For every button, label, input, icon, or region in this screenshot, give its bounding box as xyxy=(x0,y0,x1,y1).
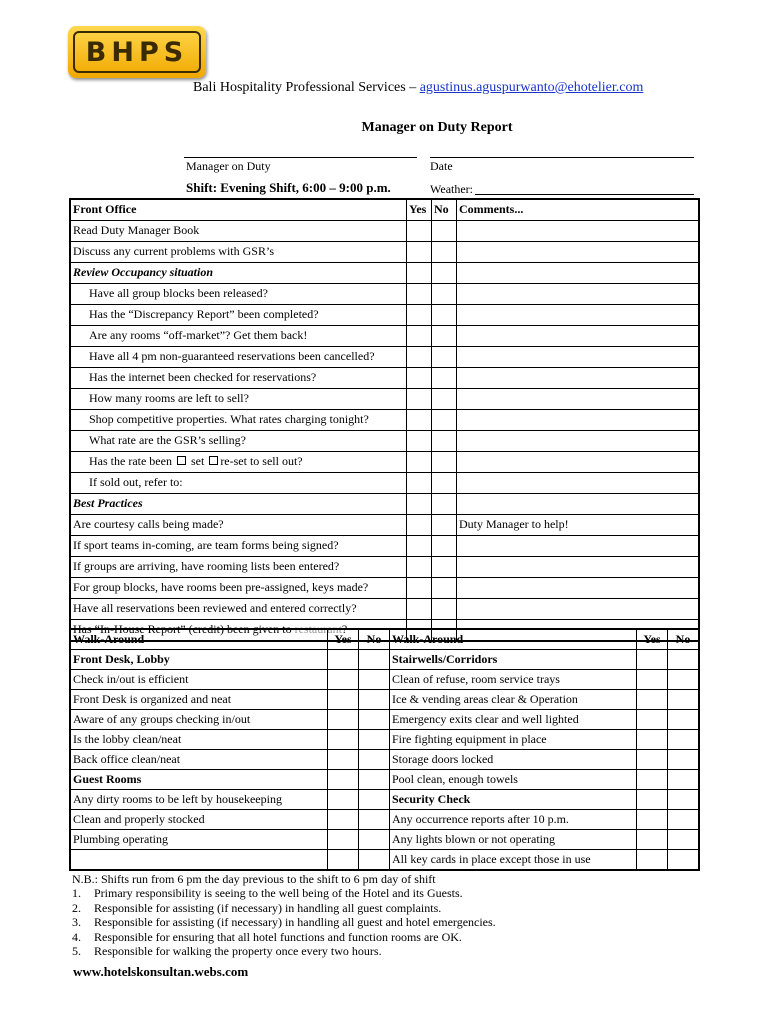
manager-signature-line xyxy=(184,157,417,158)
no-cell[interactable] xyxy=(432,452,457,473)
comment-cell[interactable] xyxy=(457,242,700,263)
no-cell[interactable] xyxy=(432,368,457,389)
no-cell[interactable] xyxy=(668,770,700,790)
yes-cell[interactable] xyxy=(328,670,359,690)
logo-text: BHPS xyxy=(73,31,201,73)
no-cell[interactable] xyxy=(668,850,700,871)
walk-around-section-heading: Guest Rooms xyxy=(70,770,328,790)
comment-cell[interactable] xyxy=(457,431,700,452)
item-text-a: Has “In-House Report” (credit) been given to xyxy=(73,622,295,636)
no-header: No xyxy=(432,199,457,221)
front-office-table xyxy=(69,198,700,642)
no-cell[interactable] xyxy=(432,389,457,410)
walk-around-item: Plumbing operating xyxy=(70,830,328,850)
yes-cell[interactable] xyxy=(328,850,359,871)
email-link[interactable]: agustinus.aguspurwanto@ehotelier.com xyxy=(419,80,644,95)
table-row xyxy=(70,473,699,494)
note-number: 5. xyxy=(72,944,81,959)
yes-cell[interactable] xyxy=(637,770,668,790)
comment-cell[interactable] xyxy=(457,347,700,368)
comment-cell[interactable] xyxy=(457,368,700,389)
no-cell[interactable] xyxy=(432,494,457,515)
yes-cell[interactable] xyxy=(407,473,432,494)
no-cell[interactable] xyxy=(359,830,390,850)
walk-around-item: All key cards in place except those in use xyxy=(390,850,637,871)
yes-cell[interactable] xyxy=(407,599,432,620)
walk-around-item: Front Desk is organized and neat xyxy=(70,690,328,710)
date-line xyxy=(430,157,694,158)
walk-around-item xyxy=(70,850,328,871)
comment-cell[interactable] xyxy=(457,410,700,431)
yes-cell[interactable] xyxy=(328,650,359,670)
checklist-item: For group blocks, have rooms been pre-assigned, keys made? xyxy=(70,578,407,599)
yes-header: Yes xyxy=(637,629,668,650)
yes-cell[interactable] xyxy=(637,850,668,871)
comment-cell[interactable] xyxy=(457,221,700,242)
note-text: Responsible for walking the property once every two hours. xyxy=(94,944,382,959)
no-cell[interactable] xyxy=(432,599,457,620)
table-row xyxy=(70,221,699,242)
item-text-c: re-set to sell out? xyxy=(220,454,303,468)
table-row xyxy=(70,347,699,368)
no-cell[interactable] xyxy=(432,305,457,326)
walk-around-section-heading: Front Desk, Lobby xyxy=(70,650,328,670)
yes-cell[interactable] xyxy=(407,326,432,347)
table-row xyxy=(70,242,699,263)
yes-cell[interactable] xyxy=(407,431,432,452)
comment-cell[interactable] xyxy=(457,557,700,578)
walk-around-item: Fire fighting equipment in place xyxy=(390,730,637,750)
table-row xyxy=(70,263,699,284)
table-row xyxy=(70,670,699,690)
comment-cell[interactable]: Duty Manager to help! xyxy=(457,515,700,536)
comments-header: Comments... xyxy=(457,199,700,221)
table-row xyxy=(70,599,699,620)
manager-on-duty-label: Manager on Duty xyxy=(186,159,271,173)
no-cell[interactable] xyxy=(668,670,700,690)
walk-around-item: Emergency exits clear and well lighted xyxy=(390,710,637,730)
comment-cell[interactable] xyxy=(457,494,700,515)
note-number: 4. xyxy=(72,929,81,944)
yes-cell[interactable] xyxy=(328,770,359,790)
no-cell[interactable] xyxy=(432,578,457,599)
item-text-a: Has the rate been xyxy=(89,454,175,468)
checkbox-icon[interactable] xyxy=(209,456,218,465)
yes-header: Yes xyxy=(407,199,432,221)
table-row xyxy=(70,494,699,515)
walk-around-heading-left: Walk-Around xyxy=(70,629,328,650)
note-number: 2. xyxy=(72,900,81,915)
walk-around-item: Clean and properly stocked xyxy=(70,810,328,830)
checklist-item: If sport teams in-coming, are team forms being signed? xyxy=(70,536,407,557)
note-text: Responsible for assisting (if necessary) in handling all guest and hotel emergencies. xyxy=(94,915,496,930)
no-cell[interactable] xyxy=(668,810,700,830)
note-text: Primary responsibility is seeing to the well being of the Hotel and its Guests. xyxy=(94,886,463,901)
walk-around-item: Pool clean, enough towels xyxy=(390,770,637,790)
table-row xyxy=(70,850,699,871)
no-cell[interactable] xyxy=(432,284,457,305)
walk-around-item: Aware of any groups checking in/out xyxy=(70,710,328,730)
no-cell[interactable] xyxy=(432,536,457,557)
note-item xyxy=(72,901,496,915)
walk-around-section-heading: Stairwells/Corridors xyxy=(390,650,637,670)
no-cell[interactable] xyxy=(432,515,457,536)
walk-around-item: Any dirty rooms to be left by housekeeping xyxy=(70,790,328,810)
yes-cell[interactable] xyxy=(328,790,359,810)
yes-cell[interactable] xyxy=(328,810,359,830)
checklist-item: Have all reservations been reviewed and entered correctly? xyxy=(70,599,407,620)
yes-cell[interactable] xyxy=(328,830,359,850)
yes-cell[interactable] xyxy=(407,494,432,515)
checklist-item: If sold out, refer to: xyxy=(70,473,407,494)
table-row xyxy=(70,650,699,670)
table-row xyxy=(70,750,699,770)
checklist-item: Have all 4 pm non-guaranteed reservations been cancelled? xyxy=(70,347,407,368)
checklist-item: Discuss any current problems with GSR’s xyxy=(70,242,407,263)
organization-line xyxy=(193,80,643,96)
no-cell[interactable] xyxy=(432,242,457,263)
no-cell[interactable] xyxy=(668,790,700,810)
checklist-item: What rate are the GSR’s selling? xyxy=(70,431,407,452)
walk-around-item: Ice & vending areas clear & Operation xyxy=(390,690,637,710)
no-cell[interactable] xyxy=(668,710,700,730)
item-text-b: set xyxy=(187,454,208,468)
table-row xyxy=(70,515,699,536)
yes-cell[interactable] xyxy=(637,730,668,750)
table-row xyxy=(70,410,699,431)
no-cell[interactable] xyxy=(432,221,457,242)
comment-cell[interactable] xyxy=(457,326,700,347)
yes-cell[interactable] xyxy=(637,710,668,730)
table-row xyxy=(70,578,699,599)
table-row xyxy=(70,326,699,347)
item-text-c: ? xyxy=(341,622,348,636)
note-number: 3. xyxy=(72,915,81,930)
yes-cell[interactable] xyxy=(407,578,432,599)
yes-cell[interactable] xyxy=(637,830,668,850)
yes-cell[interactable] xyxy=(407,557,432,578)
no-cell[interactable] xyxy=(359,810,390,830)
no-cell[interactable] xyxy=(359,790,390,810)
front-office-heading: Front Office xyxy=(70,199,407,221)
yes-cell[interactable] xyxy=(407,410,432,431)
table-row xyxy=(70,452,699,473)
walk-around-header-row xyxy=(70,629,699,650)
walk-around-item: Back office clean/neat xyxy=(70,750,328,770)
no-cell[interactable] xyxy=(668,650,700,670)
yes-cell[interactable] xyxy=(637,810,668,830)
table-row xyxy=(70,431,699,452)
shift-label: Shift: Evening Shift, 6:00 – 9:00 p.m. xyxy=(186,180,391,195)
no-cell[interactable] xyxy=(359,750,390,770)
table-row xyxy=(70,730,699,750)
yes-cell[interactable] xyxy=(637,650,668,670)
walk-around-heading-right: Walk-Around xyxy=(390,629,637,650)
no-cell[interactable] xyxy=(668,730,700,750)
comment-cell[interactable] xyxy=(457,263,700,284)
yes-cell[interactable] xyxy=(637,690,668,710)
checklist-item xyxy=(70,452,407,473)
no-cell[interactable] xyxy=(432,263,457,284)
table-row xyxy=(70,368,699,389)
yes-cell[interactable] xyxy=(328,750,359,770)
yes-cell[interactable] xyxy=(407,242,432,263)
yes-cell[interactable] xyxy=(407,284,432,305)
note-number: 1. xyxy=(72,886,81,901)
yes-cell[interactable] xyxy=(407,221,432,242)
table-row xyxy=(70,305,699,326)
footer-url[interactable]: www.hotelskonsultan.webs.com xyxy=(73,964,249,979)
note-text: Responsible for ensuring that all hotel functions and function rooms are OK. xyxy=(94,929,462,944)
checklist-item: Are courtesy calls being made? xyxy=(70,515,407,536)
table-row xyxy=(70,770,699,790)
yes-cell[interactable] xyxy=(407,368,432,389)
comment-cell[interactable] xyxy=(457,599,700,620)
comment-cell[interactable] xyxy=(457,578,700,599)
no-cell[interactable] xyxy=(359,770,390,790)
no-cell[interactable] xyxy=(668,690,700,710)
table-row xyxy=(70,389,699,410)
subsection-heading: Best Practices xyxy=(70,494,407,515)
no-cell[interactable] xyxy=(359,670,390,690)
walk-around-item: Any occurrence reports after 10 p.m. xyxy=(390,810,637,830)
table-row xyxy=(70,830,699,850)
yes-cell[interactable] xyxy=(328,710,359,730)
yes-cell[interactable] xyxy=(407,536,432,557)
yes-cell[interactable] xyxy=(407,515,432,536)
no-cell[interactable] xyxy=(359,650,390,670)
comment-cell[interactable] xyxy=(457,452,700,473)
checklist-item: Have all group blocks been released? xyxy=(70,284,407,305)
table-row xyxy=(70,710,699,730)
no-cell[interactable] xyxy=(432,347,457,368)
walk-around-item: Any lights blown or not operating xyxy=(390,830,637,850)
checkbox-icon[interactable] xyxy=(177,456,186,465)
yes-cell[interactable] xyxy=(637,750,668,770)
no-cell[interactable] xyxy=(432,326,457,347)
comment-cell[interactable] xyxy=(457,284,700,305)
comment-cell[interactable] xyxy=(457,389,700,410)
walk-around-item: Storage doors locked xyxy=(390,750,637,770)
yes-cell[interactable] xyxy=(637,670,668,690)
checklist-item: Has the “Discrepancy Report” been completed? xyxy=(70,305,407,326)
walk-around-section-heading: Security Check xyxy=(390,790,637,810)
weather-line xyxy=(475,194,694,195)
checklist-item: How many rooms are left to sell? xyxy=(70,389,407,410)
bhps-logo xyxy=(68,26,206,78)
org-name: Bali Hospitality Professional Services – xyxy=(193,80,420,95)
no-cell[interactable] xyxy=(432,557,457,578)
table-row xyxy=(70,557,699,578)
walk-around-table xyxy=(69,628,700,871)
no-cell[interactable] xyxy=(359,850,390,871)
yes-cell[interactable] xyxy=(328,690,359,710)
note-item xyxy=(72,886,496,900)
report-title: Manager on Duty Report xyxy=(361,120,513,135)
yes-cell[interactable] xyxy=(407,452,432,473)
checklist-item: Are any rooms “off-market”? Get them back! xyxy=(70,326,407,347)
checklist-item: Read Duty Manager Book xyxy=(70,221,407,242)
subsection-heading: Review Occupancy situation xyxy=(70,263,407,284)
note-item xyxy=(72,915,496,929)
no-cell[interactable] xyxy=(432,410,457,431)
yes-cell[interactable] xyxy=(407,263,432,284)
yes-cell[interactable] xyxy=(407,347,432,368)
yes-cell[interactable] xyxy=(407,389,432,410)
walk-around-item: Check in/out is efficient xyxy=(70,670,328,690)
note-text: Responsible for assisting (if necessary) in handling all guest complaints. xyxy=(94,900,442,915)
weather-label: Weather: xyxy=(430,182,474,196)
yes-cell[interactable] xyxy=(328,730,359,750)
table-row xyxy=(70,284,699,305)
yes-header: Yes xyxy=(328,629,359,650)
note-item xyxy=(72,930,496,944)
no-cell[interactable] xyxy=(432,473,457,494)
no-header: No xyxy=(668,629,700,650)
no-cell[interactable] xyxy=(432,431,457,452)
comment-cell[interactable] xyxy=(457,473,700,494)
date-label: Date xyxy=(430,159,453,173)
no-cell[interactable] xyxy=(359,690,390,710)
no-cell[interactable] xyxy=(359,710,390,730)
no-cell[interactable] xyxy=(668,750,700,770)
table-row xyxy=(70,810,699,830)
comment-cell[interactable] xyxy=(457,536,700,557)
table-row xyxy=(70,790,699,810)
checklist-item: Shop competitive properties. What rates charging tonight? xyxy=(70,410,407,431)
yes-cell[interactable] xyxy=(407,305,432,326)
no-cell[interactable] xyxy=(359,730,390,750)
walk-around-item: Is the lobby clean/neat xyxy=(70,730,328,750)
walk-around-item: Clean of refuse, room service trays xyxy=(390,670,637,690)
no-header: No xyxy=(359,629,390,650)
comment-cell[interactable] xyxy=(457,305,700,326)
front-office-header-row xyxy=(70,199,699,221)
note-item xyxy=(72,944,496,958)
yes-cell[interactable] xyxy=(637,790,668,810)
table-row xyxy=(70,536,699,557)
notes-intro: N.B.: Shifts run from 6 pm the day previous to the shift to 6 pm day of shift xyxy=(72,872,436,886)
no-cell[interactable] xyxy=(668,830,700,850)
checklist-item: If groups are arriving, have rooming lists been entered? xyxy=(70,557,407,578)
checklist-item: Has the internet been checked for reservations? xyxy=(70,368,407,389)
restaurant-link[interactable]: restaurant xyxy=(294,622,342,636)
table-row xyxy=(70,690,699,710)
notes-section xyxy=(72,872,496,958)
